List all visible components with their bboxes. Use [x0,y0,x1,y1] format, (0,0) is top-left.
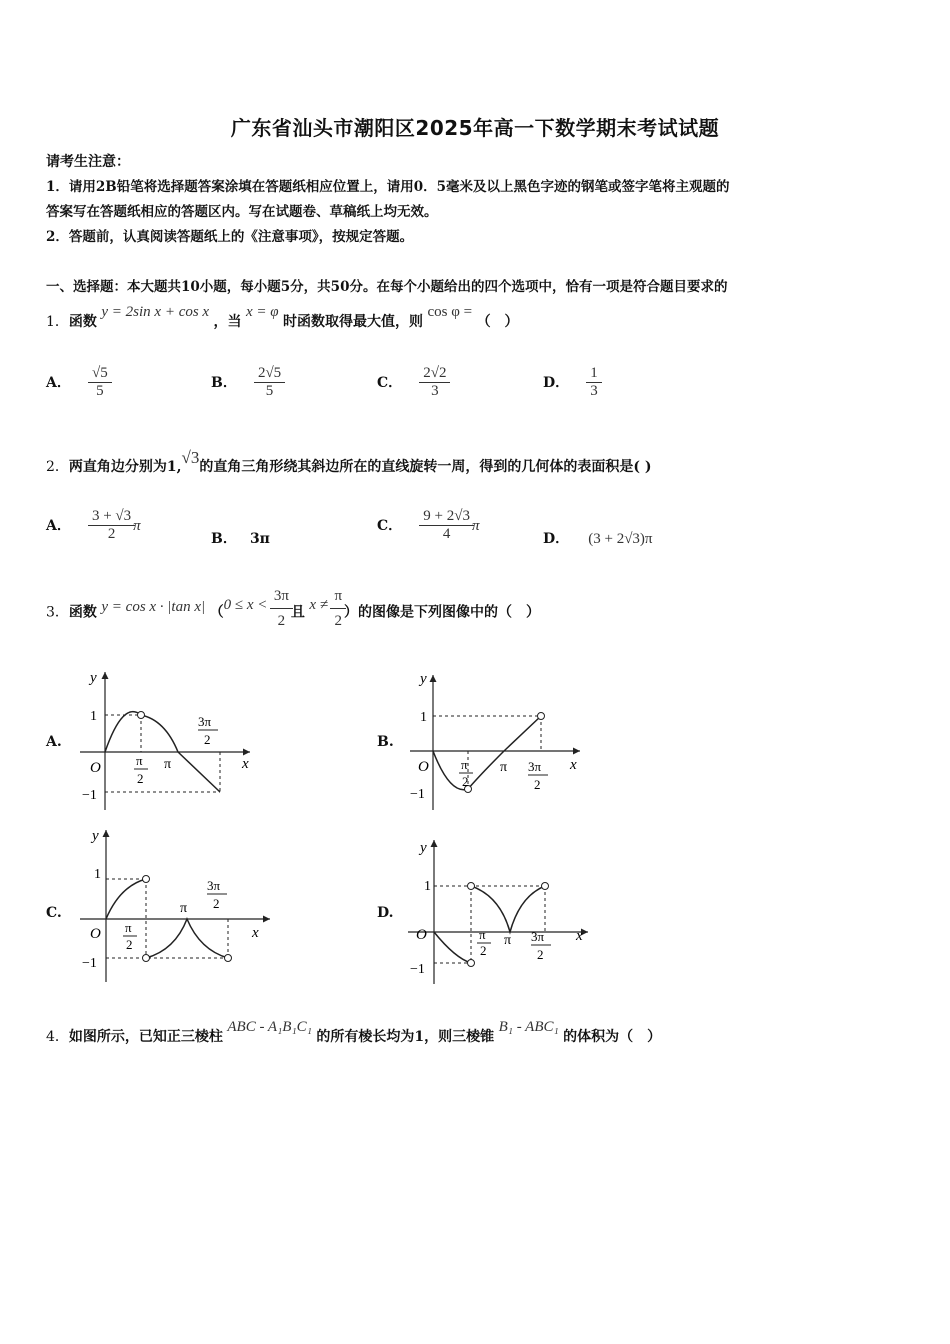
q1-option-a[interactable] [46,365,110,400]
tick-half-den: 2 [126,937,133,952]
curve [146,919,228,958]
fraction-denominator: 2 [88,525,135,543]
fraction-numerator: 2√2 [423,365,447,381]
q3-graph-d[interactable] [400,832,600,987]
q4-text-2: 的所有棱长均为1，则三棱锥 [316,1029,495,1045]
q3-expression: y = cos x · |tan x| [101,598,206,615]
tick-half-den: 2 [537,947,544,962]
tick-pi: π [504,933,512,948]
y-neg-one-label: −1 [82,956,97,971]
y-neg-one-label: −1 [82,788,97,803]
tick-pi-half: π [136,753,143,768]
q2-option-b[interactable] [211,528,270,548]
x-axis-label: x [242,756,249,772]
origin-label: O [90,926,101,942]
y-axis-label: y [92,828,99,844]
x-axis-label: x [252,925,259,941]
q3-option-d-label[interactable]: D. [377,905,394,921]
q2-number: 2． [46,459,69,475]
option-label: B． [211,375,237,391]
notice-line-1: 1．请用2B铅笔将选择题答案涂填在答题纸相应位置上，请用0．5毫米及以上黑色字迹的钢笔或签字笔将主观题的 [46,179,730,195]
q4-prism: ABC - A₁B₁C₁ [227,1019,312,1035]
q3-graph-c[interactable] [70,822,280,987]
q3-graph-a[interactable] [70,660,270,820]
q3-number: 3． [46,604,69,621]
curve [471,886,545,932]
y-one-label: 1 [420,710,427,725]
q1-condition: x = φ [246,304,279,320]
fraction-denominator: 2 [270,608,293,633]
pi-symbol: π [471,518,480,534]
option-label: D． [543,531,570,547]
open-point [225,955,232,962]
q1-text-3: 时函数取得最大值，则 [283,314,424,330]
q4-pyramid: B₁ - ABC₁ [498,1019,559,1035]
tick-pi: π [180,901,188,916]
x-axis-label: x [570,757,577,773]
open-point [538,713,545,720]
y-neg-one-label: −1 [410,962,425,977]
question-1 [46,304,519,334]
option-label: D． [543,375,570,391]
q1-option-b[interactable] [211,365,283,400]
origin-label: O [416,927,427,943]
q1-ask: cos φ = [427,304,473,320]
option-label: B． [211,531,237,547]
q3-option-a-label[interactable]: A. [46,734,62,750]
q4-number: 4． [46,1029,69,1045]
open-point [468,883,475,890]
open-point [468,960,475,967]
tick-half-den: 2 [462,774,469,789]
x-axis-label: x [576,928,583,944]
q3-option-b-label[interactable]: B. [377,734,394,750]
y-axis-label: y [420,840,427,856]
fraction-numerator: √5 [91,365,108,381]
q1-text-2: ，当 [213,314,242,330]
tick-three-pi-half: 3π [528,759,542,774]
option-label: C． [377,375,403,391]
origin-label: O [90,760,101,776]
tick-half-den: 2 [137,771,144,786]
y-one-label: 1 [94,867,101,882]
question-2 [46,448,652,479]
open-point [542,883,549,890]
fraction-denominator: 2 [330,608,346,633]
y-axis-label: y [90,670,97,686]
open-point [143,876,150,883]
q3-graph-b[interactable] [400,665,600,815]
q1-text-1: 函数 [68,314,97,330]
tick-three-pi-half: 3π [198,714,212,729]
fraction-denominator: 3 [419,382,450,400]
tick-half-den: 2 [534,777,541,792]
tick-half-den: 2 [204,732,211,747]
fraction-denominator: 4 [419,525,474,543]
tick-half-den: 2 [480,943,487,958]
y-axis-label: y [420,671,427,687]
notice-line-2: 2．答题前，认真阅读答题纸上的《注意事项》，按规定答题。 [46,229,414,245]
option-label: A． [46,375,71,391]
q2-text-1: 两直角边分别为1, [68,459,182,475]
y-neg-one-label: −1 [410,787,425,802]
q1-option-c[interactable] [377,365,448,400]
fraction-denominator: 3 [586,382,602,400]
fraction-numerator: 1 [590,365,598,381]
pi-symbol: π [133,518,141,534]
fraction-denominator: 5 [88,382,112,400]
curve [106,879,146,919]
y-one-label: 1 [424,879,431,894]
q4-text-3: 的体积为（ ） [563,1029,662,1045]
q3-range: 0 ≤ x < [223,596,268,613]
open-point [138,712,145,719]
question-4 [46,1019,662,1049]
fraction-numerator: 3π [273,588,289,604]
q1-text-4: （ ） [476,314,519,330]
q2-root: √3 [181,448,200,467]
tick-pi: π [500,760,508,775]
fraction-numerator: 9 + 2√3 [423,508,470,524]
option-label: C． [377,518,403,534]
q1-option-d[interactable] [543,365,600,400]
fraction-numerator: π [334,588,343,604]
q2-option-d[interactable] [543,528,653,548]
question-3 [46,588,540,637]
q1-number: 1． [46,314,69,330]
y-one-label: 1 [90,709,97,724]
q2-text-2: 的直角三角形绕其斜边所在的直线旋转一周，得到的几何体的表面积是( ) [199,459,652,475]
curve [433,716,541,790]
tick-half-den: 2 [213,896,220,911]
fraction-numerator: 2√5 [257,365,282,381]
fraction-numerator: 3 + √3 [91,508,132,524]
tick-pi-half: π [461,757,468,772]
q3-option-c-label[interactable]: C. [46,905,62,921]
page-title: 广东省汕头市潮阳区2025年高一下数学期末考试试题 [230,116,720,140]
fraction-denominator: 5 [254,382,285,400]
tick-three-pi-half: 3π [207,878,221,893]
tick-pi: π [164,757,172,772]
tick-three-pi-half: 3π [531,929,545,944]
notice-line-1b: 答案写在答题纸相应的答题区内。写在试题卷、草稿纸上均无效。 [46,204,438,220]
q3-not-equal: x ≠ [309,596,328,613]
q1-expression: y = 2sin x + cos x [101,304,210,320]
origin-label: O [418,759,429,775]
q3-text-1: 函数 [68,604,97,621]
q3-text-3: ）的图像是下列图像中的（ ） [344,604,541,621]
tick-pi-half: π [125,920,132,935]
q2-option-c[interactable] [377,508,479,543]
open-point [143,955,150,962]
tick-pi-half: π [479,927,486,942]
q2-option-a[interactable] [46,508,141,543]
notice-heading: 请考生注意： [46,154,130,170]
option-value: (3 + 2√3)π [588,531,653,547]
curve [434,932,471,963]
q3-paren: （ [209,604,224,621]
option-value: 3π [249,531,270,547]
q4-text-1: 如图所示，已知正三棱柱 [68,1029,223,1045]
section-heading: 一、选择题：本大题共10小题，每小题5分，共50分。在每个小题给出的四个选项中，恰有一项是符合题目要求的 [46,279,728,295]
option-label: A． [46,518,71,534]
q3-text-2: 且 [290,604,305,621]
